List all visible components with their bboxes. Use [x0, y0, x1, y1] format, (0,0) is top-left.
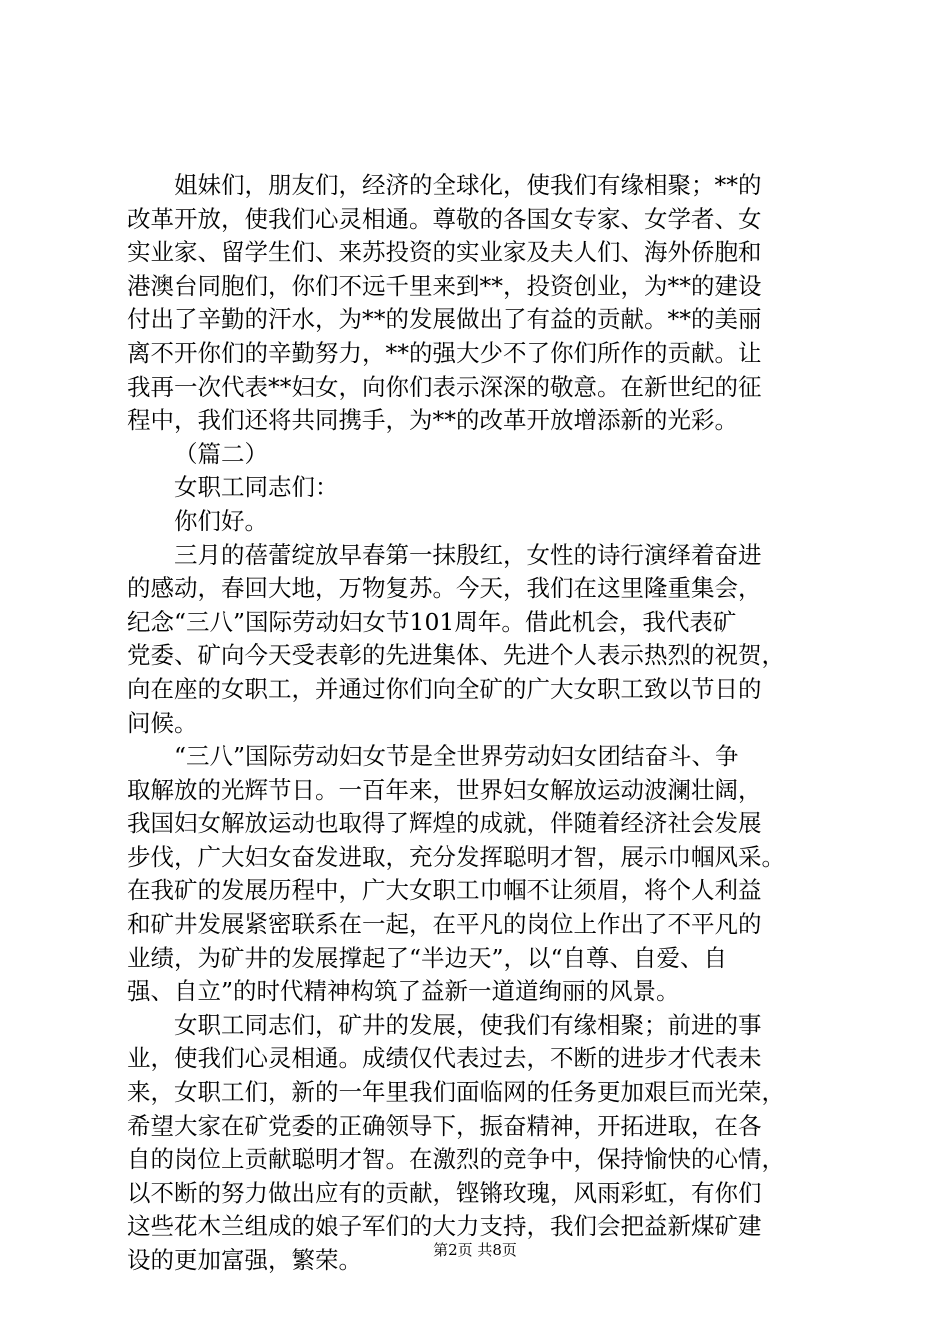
text-line: 港澳台同胞们，你们不远千里来到**，投资创业，为**的建设 [127, 271, 762, 300]
text-line: 付出了辛勤的汗水，为**的发展做出了有益的贡献。**的美丽 [127, 305, 762, 334]
text-line: 设的更加富强，繁荣。 [127, 1246, 362, 1274]
text-line: 离不开你们的辛勤努力，**的强大少不了你们所作的贡献。让 [127, 338, 762, 367]
text-line: 强、自立”的时代精神构筑了益新一道道绚丽的风景。 [127, 977, 680, 1006]
page-footer: 第2页 共8页 [433, 1241, 517, 1259]
text-line: 在我矿的发展历程中，广大女职工巾帼不让须眉，将个人利益 [127, 876, 762, 905]
text-line: 三月的蓓蕾绽放早春第一抹殷红，女性的诗行演绎着奋进 [174, 540, 762, 569]
text-line: （篇二） [174, 439, 268, 468]
text-line: 女职工同志们： [174, 473, 339, 502]
text-line: 你们好。 [174, 506, 268, 535]
text-line: 向在座的女职工，并通过你们向全矿的广大女职工致以节日的 [127, 674, 762, 703]
text-line: 问候。 [127, 708, 198, 737]
text-line: 步伐，广大妇女奋发进取，充分发挥聪明才智，展示巾帼风采。 [127, 842, 785, 871]
text-line: 我国妇女解放运动也取得了辉煌的成就，伴随着经济社会发展 [127, 809, 762, 838]
text-line: 自的岗位上贡献聪明才智。在激烈的竞争中，保持愉快的心情， [127, 1145, 785, 1174]
text-line: 业绩，为矿井的发展撑起了“半边天”，以“自尊、自爱、自 [127, 943, 728, 972]
text-line: 党委、矿向今天受表彰的先进集体、先进个人表示热烈的祝贺， [127, 641, 785, 670]
text-line: 姐妹们，朋友们，经济的全球化，使我们有缘相聚；**的 [174, 171, 762, 199]
text-line: 这些花木兰组成的娘子军们的大力支持，我们会把益新煤矿建 [127, 1212, 762, 1241]
text-line: 改革开放，使我们心灵相通。尊敬的各国女专家、女学者、女 [127, 204, 762, 233]
text-line: 希望大家在矿党委的正确领导下，振奋精神，开拓进取，在各 [127, 1111, 762, 1140]
document-body [127, 169, 827, 1278]
text-line: 来，女职工们，新的一年里我们面临网的任务更加艰巨而光荣， [127, 1078, 785, 1107]
text-line: 实业家、留学生们、来苏投资的实业家及夫人们、海外侨胞和 [127, 238, 762, 267]
text-line: 女职工同志们，矿井的发展，使我们有缘相聚；前进的事 [174, 1010, 762, 1039]
text-line: 和矿井发展紧密联系在一起，在平凡的岗位上作出了不平凡的 [127, 910, 762, 939]
text-line: 纪念“三八”国际劳动妇女节101周年。借此机会，我代表矿 [127, 607, 737, 636]
text-line: 的感动，春回大地，万物复苏。今天，我们在这里隆重集会， [127, 574, 762, 603]
text-line: 业，使我们心灵相通。成绩仅代表过去，不断的进步才代表未 [127, 1044, 762, 1073]
text-line: 取解放的光辉节日。一百年来，世界妇女解放运动波澜壮阔， [127, 775, 762, 804]
text-line: “三八”国际劳动妇女节是全世界劳动妇女团结奋斗、争 [174, 742, 739, 771]
text-line: 以不断的努力做出应有的贡献，铿锵玫瑰，风雨彩虹，有你们 [127, 1178, 762, 1207]
text-line: 我再一次代表**妇女，向你们表示深深的敬意。在新世纪的征 [127, 372, 762, 401]
text-line: 程中，我们还将共同携手，为**的改革开放增添新的光彩。 [127, 406, 738, 435]
